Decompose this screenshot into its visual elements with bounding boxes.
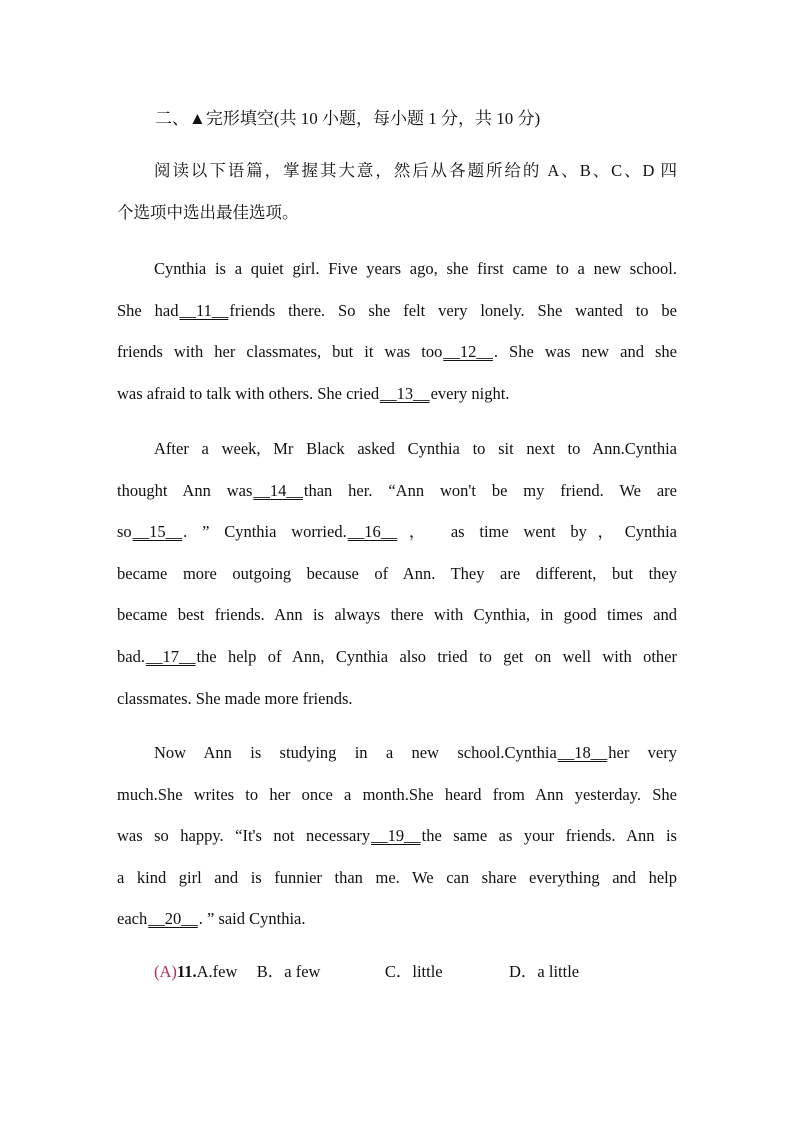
passage-text: so — [117, 522, 132, 542]
passage-text: each — [117, 909, 148, 929]
passage-text: thought Ann was — [117, 480, 253, 500]
passage-text: became best friends. Ann is always there with Cynthia, in good times and — [117, 605, 677, 625]
blank-17[interactable]: __17__ — [145, 646, 196, 666]
passage-text: every night. — [430, 383, 510, 403]
blank-13[interactable]: __13__ — [380, 383, 430, 403]
passage-line — [117, 636, 677, 678]
blank-20[interactable]: __20__ — [148, 909, 198, 929]
passage-text: bad. — [117, 646, 145, 666]
passage-text: Cynthia is a quiet girl. Five years ago, she first came to a new school. — [154, 259, 677, 278]
section-heading: 二、▲完形填空(共 10 小题，每小题 1 分，共 10 分) — [155, 109, 541, 128]
passage-text: than her. “Ann won't be my friend. We are — [303, 480, 677, 500]
passage-line — [117, 290, 677, 332]
blank-15[interactable]: __15__ — [132, 522, 183, 542]
instructions-line-2: 个选项中选出最佳选项。 — [117, 203, 299, 222]
passage-line — [117, 331, 677, 373]
passage-line — [117, 678, 677, 720]
question-11-choices — [154, 958, 579, 982]
passage-line — [117, 428, 677, 470]
option-a[interactable]: A.few — [196, 962, 238, 981]
instructions-line-1: 阅读以下语篇，掌握其大意，然后从各题所给的 A、B、C、D 四 — [154, 161, 677, 180]
passage-text: her very — [608, 743, 678, 762]
option-b[interactable]: B．a few — [256, 962, 321, 981]
option-c[interactable]: C．little — [384, 962, 443, 981]
passage-paragraph-1 — [117, 248, 677, 414]
passage-paragraph-3 — [117, 732, 677, 940]
passage-text: ， as time went by，Cynthia — [398, 522, 677, 542]
passage-text: a kind girl and is funnier than me. We can share everything and help — [117, 867, 677, 887]
passage-line — [117, 248, 677, 290]
passage-paragraph-2 — [117, 428, 677, 719]
passage-text: After a week, Mr Black asked Cynthia to sit next to Ann.Cynthia — [154, 439, 677, 458]
passage-text: the help of Ann, Cynthia also tried to get on well with other — [196, 646, 677, 666]
passage-text: friends with her classmates, but it was too — [117, 342, 443, 362]
passage-text: . ” said Cynthia. — [198, 909, 306, 929]
passage-line — [117, 898, 677, 940]
passage-text: classmates. She made more friends. — [117, 688, 353, 708]
passage-line — [117, 774, 677, 816]
blank-11[interactable]: __11__ — [179, 300, 229, 320]
passage-text: the same as your friends. Ann is — [421, 826, 677, 846]
passage-line — [117, 553, 677, 595]
passage-text: became more outgoing because of Ann. They are different, but they — [117, 563, 677, 583]
answer-label: (A) — [154, 962, 177, 981]
blank-12[interactable]: __12__ — [443, 342, 493, 362]
option-d[interactable]: D．a little — [509, 962, 580, 981]
blank-18[interactable]: __18__ — [557, 743, 608, 762]
passage-line — [117, 594, 677, 636]
passage-text: friends there. So she felt very lonely. She wanted to be — [229, 300, 677, 320]
passage-line — [117, 815, 677, 857]
blank-19[interactable]: __19__ — [371, 826, 421, 846]
passage-text: was afraid to talk with others. She cried — [117, 383, 380, 403]
blank-14[interactable]: __14__ — [253, 480, 303, 500]
question-number: 11. — [176, 962, 197, 981]
passage-line — [117, 470, 677, 512]
passage-line — [117, 511, 677, 553]
passage-line — [117, 373, 677, 415]
passage-text: much.She writes to her once a month.She heard from Ann yesterday. She — [117, 784, 677, 804]
passage-text: . She was new and she — [493, 342, 677, 362]
passage-text: . ” Cynthia worried. — [183, 522, 347, 542]
passage-line — [117, 857, 677, 899]
passage-line — [117, 732, 677, 774]
passage-text: Now Ann is studying in a new school.Cynthia — [154, 743, 557, 762]
passage-text: was so happy. “It's not necessary — [117, 826, 371, 846]
blank-16[interactable]: __16__ — [347, 522, 398, 542]
passage-text: She had — [117, 300, 179, 320]
